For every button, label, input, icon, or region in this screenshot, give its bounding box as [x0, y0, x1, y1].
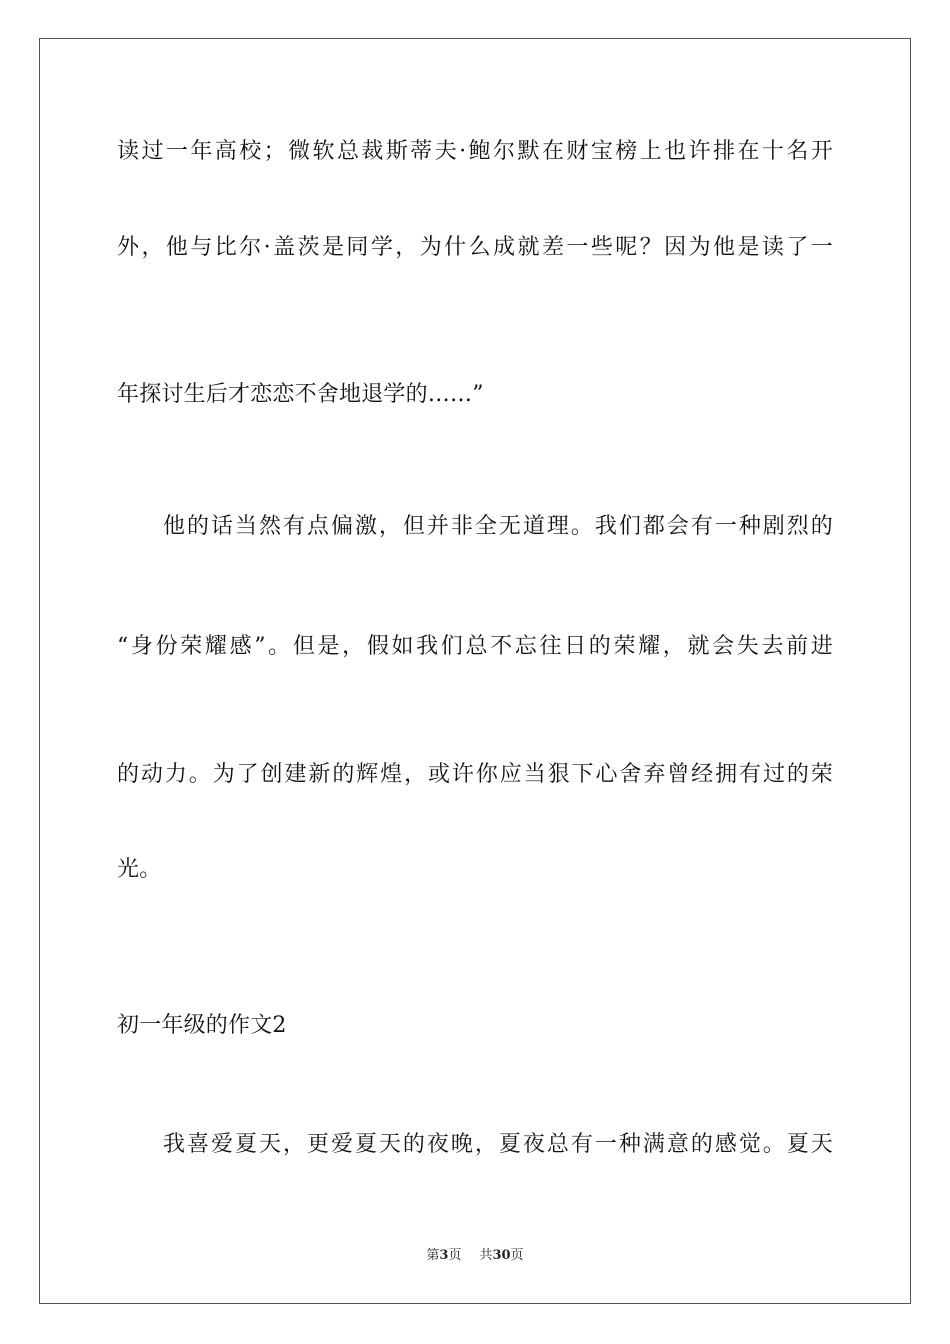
- body-line-4: 他的话当然有点偏激，但并非全无道理。我们都会有一种剧烈的: [163, 514, 833, 539]
- body-line-3: 年探讨生后才恋恋不舍地退学的……”: [117, 382, 484, 407]
- body-line-6: 的动力。为了创建新的辉煌，或许你应当狠下心舍弃曾经拥有过的荣: [117, 762, 833, 787]
- footer-total-prefix: 共: [479, 1248, 493, 1263]
- body-line-1: 读过一年高校；微软总裁斯蒂夫·鲍尔默在财宝榜上也许排在十名开: [117, 139, 833, 164]
- body-line-7: 光。: [117, 857, 162, 882]
- page-border: [39, 38, 911, 1304]
- footer-page-current: 3: [439, 1248, 449, 1263]
- page-footer: [0, 1247, 950, 1265]
- section-heading: 初一年级的作文2: [117, 1013, 287, 1038]
- body-line-2: 外，他与比尔·盖茨是同学，为什么成就差一些呢？因为他是读了一: [117, 235, 833, 260]
- footer-page-suffix: 页: [448, 1248, 462, 1263]
- body-line-5: “身份荣耀感”。但是，假如我们总不忘往日的荣耀，就会失去前进: [117, 634, 833, 659]
- footer-page-total: 30: [492, 1248, 511, 1263]
- footer-page-prefix: 第: [426, 1248, 440, 1263]
- body-line-8: 我喜爱夏天，更爱夏天的夜晚，夏夜总有一种满意的感觉。夏天: [163, 1132, 833, 1157]
- footer-total-suffix: 页: [510, 1248, 524, 1263]
